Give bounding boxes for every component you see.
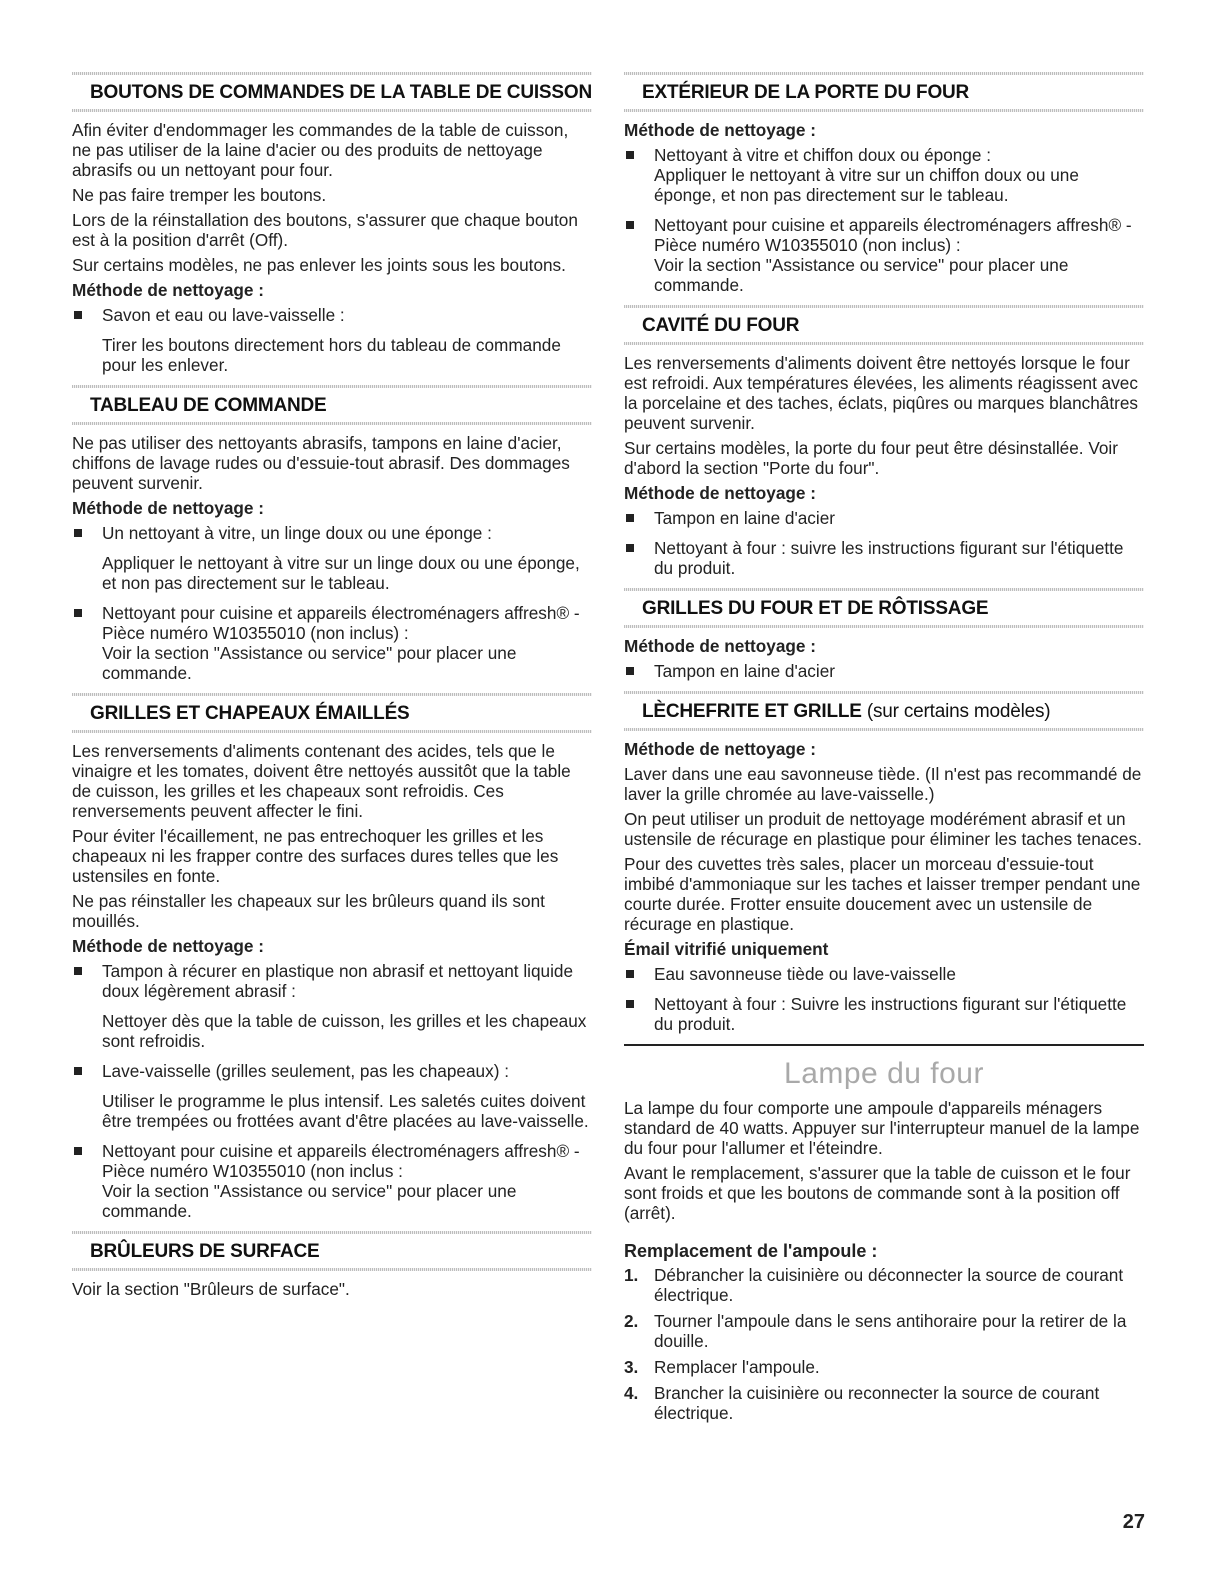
list-item-line: Nettoyant pour cuisine et appareils électroménagers affresh® - Pièce numéro W10355010 (non inclus) : bbox=[654, 215, 1132, 255]
paragraph: Ne pas faire tremper les boutons. bbox=[72, 185, 327, 205]
paragraph: Les renversements d'aliments doivent être nettoyés lorsque le four est refroidi. Aux températures élevées, les aliments réagissent avec la porcelaine et des taches, éclats, piqûres ou marques blanchâtres peuvent survenir. bbox=[624, 353, 1139, 433]
section-heading-oven-door: EXTÉRIEUR DE LA PORTE DU FOUR bbox=[624, 72, 1144, 112]
divider bbox=[624, 1044, 1144, 1046]
list-item: Eau savonneuse tiède ou lave-vaisselle bbox=[624, 964, 1144, 984]
list-item: Un nettoyant à vitre, un linge doux ou une éponge : bbox=[72, 523, 592, 543]
paragraph: Ne pas utiliser des nettoyants abrasifs, tampons en laine d'acier, chiffons de lavage rudes ou d'essuie-tout abrasif. Des dommages peuvent survenir. bbox=[72, 433, 570, 493]
bullet-list bbox=[72, 523, 592, 543]
list-item bbox=[72, 603, 592, 683]
method-label: Méthode de nettoyage : bbox=[624, 483, 816, 503]
bullet-list bbox=[624, 508, 1144, 578]
bullet-list bbox=[624, 964, 1144, 1034]
list-item bbox=[624, 145, 1144, 205]
paragraph: Laver dans une eau savonneuse tiède. (Il n'est pas recommandé de laver la grille chromée au lave-vaisselle.) bbox=[624, 764, 1142, 804]
step-text: Remplacer l'ampoule. bbox=[654, 1357, 820, 1377]
list-item-line: Nettoyant pour cuisine et appareils électroménagers affresh® - Pièce numéro W10355010 (non inclus) : bbox=[102, 603, 580, 643]
paragraph: Sur certains modèles, ne pas enlever les joints sous les boutons. bbox=[72, 255, 566, 275]
step-text: Débrancher la cuisinière ou déconnecter la source de courant électrique. bbox=[654, 1265, 1124, 1305]
section-heading-grates: GRILLES ET CHAPEAUX ÉMAILLÉS bbox=[72, 693, 592, 733]
step-item bbox=[624, 1265, 1144, 1305]
list-item bbox=[624, 215, 1144, 295]
bullet-list bbox=[72, 1061, 592, 1081]
bullet-list bbox=[72, 305, 592, 325]
list-item-line: Voir la section "Assistance ou service" pour placer une commande. bbox=[654, 255, 1069, 295]
section-heading-suffix: (sur certains modèles) bbox=[861, 701, 1051, 722]
section-heading-text: LÈCHEFRITE ET GRILLE bbox=[642, 701, 862, 722]
list-item bbox=[72, 1141, 592, 1221]
bullet-list bbox=[72, 961, 592, 1001]
paragraph: Avant le remplacement, s'assurer que la table de cuisson et le four sont froids et que les boutons de commande sont à la position off (arrêt). bbox=[624, 1163, 1131, 1223]
list-item-line: Nettoyant à vitre et chiffon doux ou éponge : bbox=[654, 145, 991, 165]
indented-paragraph: Nettoyer dès que la table de cuisson, les grilles et les chapeaux sont refroidis. bbox=[102, 1011, 587, 1051]
right-column bbox=[624, 72, 1144, 1429]
section-heading-oven-cavity: CAVITÉ DU FOUR bbox=[624, 305, 1144, 345]
indented-paragraph: Utiliser le programme le plus intensif. Les saletés cuites doivent être trempées ou frottées avant d'être placées au lave-vaisselle. bbox=[102, 1091, 589, 1131]
indented-paragraph: Appliquer le nettoyant à vitre sur un linge doux ou une éponge, et non pas directement sur le tableau. bbox=[102, 553, 580, 593]
paragraph: Lors de la réinstallation des boutons, s'assurer que chaque bouton est à la position d'arrêt (Off). bbox=[72, 210, 578, 250]
bullet-list bbox=[624, 661, 1144, 681]
paragraph: Les renversements d'aliments contenant des acides, tels que le vinaigre et les tomates, doivent être nettoyés aussitôt que la table de cuisson, les grilles et les chapeaux sont refroidis. Ces renversements peuvent affecter le fini. bbox=[72, 741, 571, 821]
list-item: Nettoyant à four : suivre les instructions figurant sur l'étiquette du produit. bbox=[624, 538, 1144, 578]
step-text: Brancher la cuisinière ou reconnecter la source de courant électrique. bbox=[654, 1383, 1100, 1423]
paragraph: Pour éviter l'écaillement, ne pas entrechoquer les grilles et les chapeaux ni les frapper contre des surfaces dures telles que les ustensiles en fonte. bbox=[72, 826, 559, 886]
method-label: Méthode de nettoyage : bbox=[624, 636, 816, 656]
step-number: 4. bbox=[624, 1383, 639, 1403]
list-item-line: Nettoyant pour cuisine et appareils électroménagers affresh® - Pièce numéro W10355010 (non inclus : bbox=[102, 1141, 580, 1181]
steps-list bbox=[624, 1265, 1144, 1423]
method-label: Méthode de nettoyage : bbox=[624, 739, 816, 759]
section-heading-control-panel: TABLEAU DE COMMANDE bbox=[72, 385, 592, 425]
method-label: Méthode de nettoyage : bbox=[72, 936, 264, 956]
list-item: Tampon en laine d'acier bbox=[624, 508, 1144, 528]
paragraph: La lampe du four comporte une ampoule d'appareils ménagers standard de 40 watts. Appuyer sur l'interrupteur manuel de la lampe du four pour l'allumer et l'éteindre. bbox=[624, 1098, 1140, 1158]
page-number: 27 bbox=[1122, 1511, 1145, 1533]
method-label: Méthode de nettoyage : bbox=[72, 498, 264, 518]
list-item-line: Voir la section "Assistance ou service" pour placer une commande. bbox=[102, 643, 517, 683]
step-item bbox=[624, 1383, 1144, 1423]
paragraph: Sur certains modèles, la porte du four peut être désinstallée. Voir d'abord la section "Porte du four". bbox=[624, 438, 1118, 478]
bullet-list bbox=[624, 145, 1144, 295]
step-number: 2. bbox=[624, 1311, 639, 1331]
section-heading-broiler-pan bbox=[624, 691, 1144, 731]
method-label: Méthode de nettoyage : bbox=[624, 120, 816, 140]
section-heading-burners: BRÛLEURS DE SURFACE bbox=[72, 1231, 592, 1271]
list-item: Lave-vaisselle (grilles seulement, pas les chapeaux) : bbox=[72, 1061, 592, 1081]
bullet-list bbox=[72, 603, 592, 683]
paragraph: Afin éviter d'endommager les commandes de la table de cuisson, ne pas utiliser de la laine d'acier ou des produits de nettoyage abrasifs ou un nettoyant pour four. bbox=[72, 120, 569, 180]
step-item bbox=[624, 1311, 1144, 1351]
paragraph: Ne pas réinstaller les chapeaux sur les brûleurs quand ils sont mouillés. bbox=[72, 891, 545, 931]
step-number: 3. bbox=[624, 1357, 639, 1377]
section-heading-knobs: BOUTONS DE COMMANDES DE LA TABLE DE CUISSON bbox=[72, 72, 592, 112]
lamp-section-title: Lampe du four bbox=[784, 1057, 984, 1090]
method-label: Méthode de nettoyage : bbox=[72, 280, 264, 300]
replace-bulb-heading: Remplacement de l'ampoule : bbox=[624, 1241, 878, 1261]
step-text: Tourner l'ampoule dans le sens antihoraire pour la retirer de la douille. bbox=[654, 1311, 1127, 1351]
list-item: Tampon en laine d'acier bbox=[624, 661, 1144, 681]
enamel-label: Émail vitrifié uniquement bbox=[624, 939, 829, 959]
paragraph: Pour des cuvettes très sales, placer un morceau d'essuie-tout imbibé d'ammoniaque sur les taches et laisser tremper pendant une courte durée. Frotter ensuite doucement avec un ustensile de récurage en plastique. bbox=[624, 854, 1141, 934]
indented-paragraph: Tirer les boutons directement hors du tableau de commande pour les enlever. bbox=[102, 335, 561, 375]
step-item bbox=[624, 1357, 1144, 1377]
list-item: Tampon à récurer en plastique non abrasif et nettoyant liquide doux légèrement abrasif : bbox=[72, 961, 592, 1001]
section-heading-oven-racks: GRILLES DU FOUR ET DE RÔTISSAGE bbox=[624, 588, 1144, 628]
list-item: Savon et eau ou lave-vaisselle : bbox=[72, 305, 592, 325]
list-item: Nettoyant à four : Suivre les instructions figurant sur l'étiquette du produit. bbox=[624, 994, 1144, 1034]
paragraph: Voir la section "Brûleurs de surface". bbox=[72, 1279, 350, 1299]
paragraph: On peut utiliser un produit de nettoyage modérément abrasif et un ustensile de récurage en plastique pour éliminer les taches tenaces. bbox=[624, 809, 1142, 849]
left-column bbox=[72, 72, 592, 1304]
bullet-list bbox=[72, 1141, 592, 1221]
step-number: 1. bbox=[624, 1265, 639, 1285]
list-item-line: Voir la section "Assistance ou service" pour placer une commande. bbox=[102, 1181, 517, 1221]
list-item-line: Appliquer le nettoyant à vitre sur un chiffon doux ou une éponge, et non pas directement sur le tableau. bbox=[654, 165, 1079, 205]
